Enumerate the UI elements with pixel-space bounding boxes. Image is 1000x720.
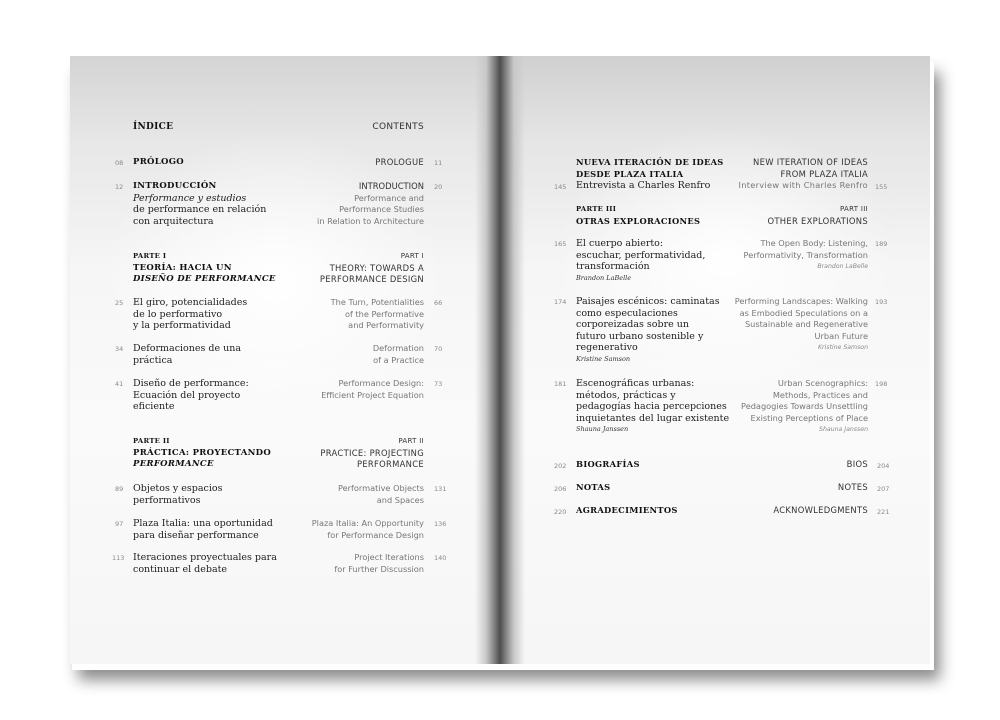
section-heading-es [576,157,724,192]
part-heading-es [576,204,700,227]
part-title: THEORY: TOWARDS A [329,262,424,273]
toc-title-es: NOTAS [576,482,611,492]
toc-line: for Performance Design [327,529,424,540]
page-number: 221 [877,508,890,516]
toc-entry-es [133,297,247,332]
part-title: DISEÑO DE PERFORMANCE [133,274,276,284]
toc-line: Iteraciones proyectuales para [133,552,277,563]
part-label: PART III [839,205,868,213]
section-heading-en [739,157,868,192]
part-label: PARTE I [133,252,167,260]
page-number: 207 [877,485,890,493]
header-contents: CONTENTS [372,122,424,132]
toc-line: práctica [133,354,173,366]
page-number: 11 [434,159,443,167]
toc-line: escuchar, performatividad, [576,249,706,261]
toc-line: regenerativo [576,342,638,353]
toc-line: Project Iterations [354,552,424,562]
toc-line: para diseñar performance [133,529,259,541]
part-heading-es [133,436,271,471]
header-indice: ÍNDICE [133,122,174,132]
page-number: 189 [875,240,888,248]
toc-line: inquietantes del lugar existente [576,412,730,424]
toc-line: for Further Discussion [334,563,424,574]
section-title: NEW ITERATION OF IDEAS [753,157,868,167]
section-title: NUEVA ITERACIÓN DE IDEAS [576,157,724,167]
part-title: PERFORMANCE [133,459,214,469]
toc-title-es: AGRADECIMIENTOS [576,505,678,515]
toc-line: and Performativity [348,320,424,330]
toc-line: of the Performative [344,308,424,319]
toc-title-en: BIOS [846,459,868,469]
toc-line: Urban Scenographics: [777,378,868,388]
toc-line: Ecuación del proyecto [133,389,241,401]
toc-line: Plaza Italia: una oportunidad [133,518,273,529]
toc-entry-es [133,343,241,366]
page-number: 97 [115,520,124,528]
part-title: TEORÍA: HACIA UN [133,262,232,273]
toc-title-es: PRÓLOGO [133,157,185,167]
toc-line: Interview with Charles Renfro [738,180,868,190]
page-number: 206 [554,485,567,493]
toc-line: and Spaces [376,494,424,505]
toc-line: Performance Design: [338,378,424,388]
toc-line: performativos [133,494,201,506]
toc-title-es: BIOGRAFÍAS [576,459,640,469]
page-number: 20 [434,183,443,191]
page-number: 174 [554,298,567,306]
toc-line: Diseño de performance: [133,378,249,389]
part-heading-en [320,436,424,471]
toc-entry-es [133,518,273,541]
page-number: 89 [115,485,124,493]
toc-entry-es [133,552,277,575]
toc-line: con arquitectura [133,215,214,227]
toc-line: Deformaciones de una [133,343,242,354]
toc-line: The Open Body: Listening, [760,238,868,248]
toc-line: Objetos y espacios [133,483,223,494]
book-gutter [475,56,525,664]
toc-line: Escenográficas urbanas: [576,378,695,389]
toc-line: Urban Future [814,330,868,341]
page-number: 145 [554,183,567,191]
page-number: 25 [115,299,124,307]
section-title: DESDE PLAZA ITALIA [576,168,684,179]
author-name: Kristine Samson [576,354,631,363]
page-number: 204 [877,462,890,470]
toc-line: Deformation [372,343,424,353]
part-label: PARTE II [133,437,170,445]
author-name: Kristine Samson [817,344,868,351]
page-number: 193 [875,298,888,306]
page-number: 34 [115,345,124,353]
toc-entry-en [741,378,868,436]
toc-entry-es [576,378,729,436]
toc-line: Performative Objects [337,483,424,493]
toc-entry-en [338,483,424,506]
toc-line: The Turn, Potentialities [330,297,424,307]
toc-line: Pedagogies Towards Unsettling [741,401,868,411]
toc-line: métodos, prácticas y [576,389,676,401]
toc-line: futuro urbano sostenible y [576,330,704,342]
toc-entry-es [576,238,705,284]
page-number: 41 [115,380,124,388]
toc-line: as Embodied Speculations on a [739,307,868,318]
toc-entry-es [133,378,249,413]
toc-line: de performance en relación [133,204,267,215]
toc-line: Performance y estudios [133,192,247,204]
toc-line: pedagogías hacia percepciones [576,401,727,412]
part-title: OTRAS EXPLORACIONES [576,215,701,226]
toc-line: El cuerpo abierto: [576,238,664,249]
page-number: 70 [434,345,443,353]
toc-line: Performance and [354,192,424,203]
toc-entry-en [373,343,424,366]
toc-line: Performance Studies [339,204,424,214]
toc-entry-es [133,181,266,227]
page-number: 165 [554,240,567,248]
toc-line: Performing Landscapes: Walking [734,296,868,306]
toc-line: Paisajes escénicos: caminatas [576,296,720,307]
left-page [70,56,490,664]
toc-line: corporeizadas sobre un [576,319,689,330]
page-number: 140 [434,554,447,562]
toc-entry-en [312,518,424,541]
toc-entry-es [133,483,222,506]
author-name: Shauna Janssen [576,425,629,433]
toc-line: eficiente [133,401,175,412]
toc-title-es: INTRODUCCIÓN [133,181,217,191]
author-name: Brandon LaBelle [817,263,868,270]
toc-title-en: ACKNOWLEDGMENTS [773,505,868,515]
toc-title-en: NOTES [837,482,868,492]
toc-entry-es [576,296,720,365]
toc-line: of a Practice [373,354,424,365]
toc-entry-en [334,552,424,575]
toc-line: Sustainable and Regenerative [744,319,868,329]
toc-line: Existing Perceptions of Place [750,412,868,423]
part-heading-en [320,251,424,286]
part-title: PRÁCTICA: PROYECTANDO [133,447,272,458]
toc-entry-en [331,297,424,332]
page-number: 220 [554,508,567,516]
page-number: 155 [875,183,888,191]
page-number: 181 [554,380,567,388]
toc-line: de lo performativo [133,308,223,320]
book-spread [70,56,930,664]
toc-line: Entrevista a Charles Renfro [576,180,711,191]
part-heading-es [133,251,276,286]
page-number: 131 [434,485,447,493]
toc-line: Performativity, Transformation [743,249,868,260]
author-name: Shauna Janssen [819,426,868,433]
toc-line: Plaza Italia: An Opportunity [311,518,424,528]
toc-line: transformación [576,261,650,272]
part-label: PART I [400,252,424,260]
page-number: 136 [434,520,447,528]
page-number: 12 [115,183,124,191]
page-number: 66 [434,299,443,307]
toc-title-en: INTRODUCTION [358,181,424,191]
toc-entry-en [321,378,424,401]
toc-title-en: PROLOGUE [375,157,424,167]
part-title: PERFORMANCE [356,459,424,469]
page-number: 202 [554,462,567,470]
part-label: PART II [398,437,424,445]
toc-line: continuar el debate [133,563,228,575]
part-heading-en [767,204,868,227]
toc-line: El giro, potencialidades [133,297,248,308]
page-number: 198 [875,380,888,388]
part-title: PERFORMANCE DESIGN [319,274,424,284]
page-number: 08 [115,159,124,167]
section-title: FROM PLAZA ITALIA [780,168,868,179]
toc-entry-en [735,296,868,354]
toc-line: Methods, Practices and [772,389,868,400]
toc-entry-en [317,181,424,227]
toc-line: y la performatividad [133,320,231,331]
toc-line: Efficient Project Equation [321,389,424,400]
toc-line: como especulaciones [576,307,678,319]
toc-line: in Relation to Architecture [317,215,424,226]
page-number: 113 [112,554,125,562]
right-page [510,56,930,664]
part-title: OTHER EXPLORATIONS [767,215,868,226]
author-name: Brandon LaBelle [576,273,632,282]
part-title: PRACTICE: PROJECTING [320,447,424,458]
page-number: 73 [434,380,443,388]
toc-entry-en [744,238,868,273]
part-label: PARTE III [576,205,617,213]
